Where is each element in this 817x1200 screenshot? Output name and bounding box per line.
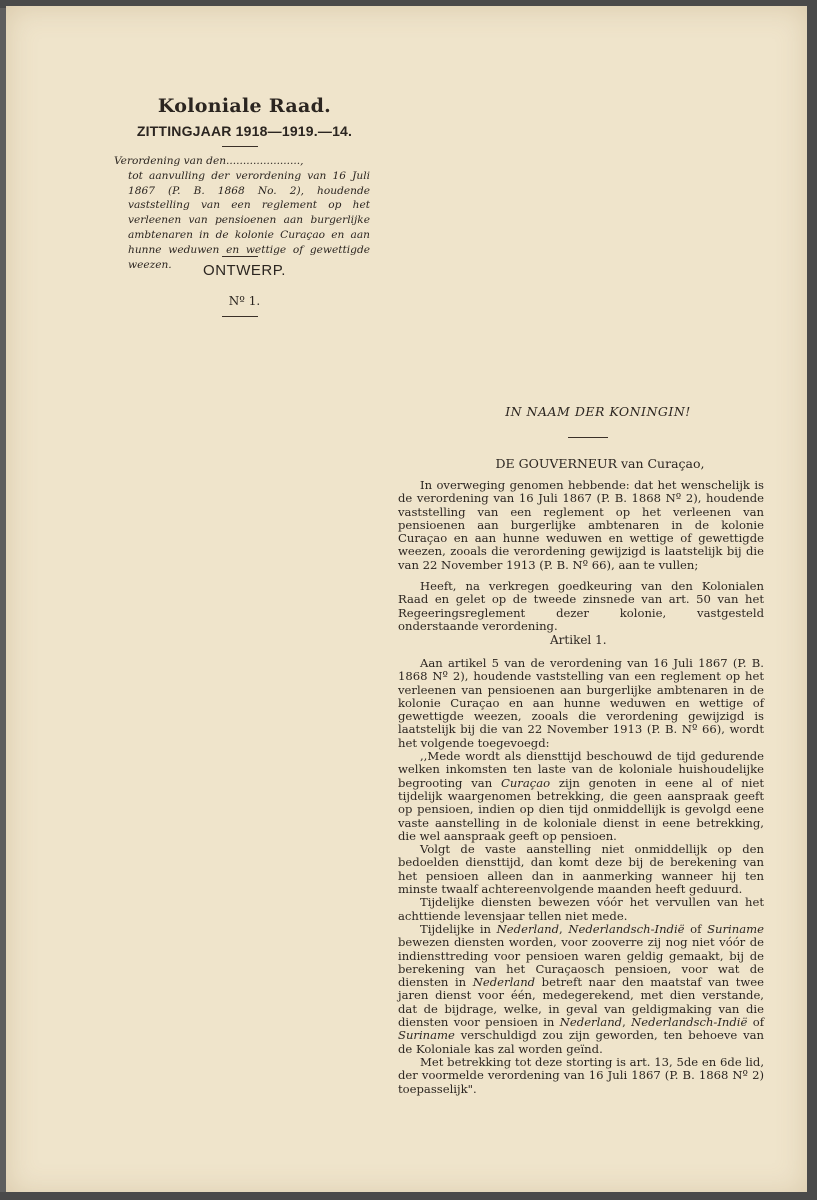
enactment-paragraph: Heeft, na verkregen goedkeuring van den Kolonialen Raad en gelet op de tweede zinsnede van art. 50 van het Regeeringsreglement dezer kolonie, vastgesteld onderstaande verordening. bbox=[398, 579, 764, 633]
article-paragraph: Aan artikel 5 van de verordening van 16 Juli 1867 (P. B. 1868 Nº 2), houdende vaststelling van een reglement op het verleenen van pensioenen aan burgerlijke ambtenaren in de kolonie Curaçao en aan hunne weduwen en wettige of gewettigde weezen, zooals die verordening gewijzigd is laatstelijk bij die van 22 November 1913 (P. B. Nº 66), wordt het volgende toegevoegd: bbox=[398, 656, 764, 750]
divider bbox=[222, 316, 258, 317]
invocation: IN NAAM DER KONINGIN! bbox=[505, 404, 691, 419]
text-run: zijn genoten in eene al of niet tijdelijk waargenomen betrekking, die geen aanspraak geeft op pensioen, indien op dien tijd onmiddellijk is gevolgd eene vaste aanstelling in de koloniale dienst in eene betrekking, die wel aanspraak geeft op pensioen. bbox=[398, 775, 764, 843]
text-run: of bbox=[747, 1015, 765, 1030]
text-run: betreft naar den maatstaf van twee jaren dienst voor één, medegerekend, met dien verstande, dat de bijdrage, welke, in geval van geldigmaking van die diensten voor pensioen in bbox=[398, 975, 764, 1030]
article-body bbox=[398, 657, 764, 1096]
text-run: Nederland bbox=[472, 975, 536, 990]
governor-heading: DE GOUVERNEUR van Curaçao, bbox=[495, 456, 705, 471]
divider bbox=[568, 437, 608, 438]
divider bbox=[222, 146, 258, 147]
text-run: Suriname bbox=[707, 921, 764, 936]
preamble-paragraph: In overweging genomen hebbende: dat het wenschelijk is de verordening van 16 Juli 1867 (P. B. 1868 Nº 2), houdende vaststelling van een reglement op het verleenen van pensioenen aan burgerlijke ambtenaren in de kolonie Curaçao en aan hunne weduwen en wettige of gewettigde weezen, zooals die verordening gewijzigd is laatstelijk bij die van 22 November 1913 (P. B. Nº 66), aan te vullen; bbox=[398, 478, 764, 572]
text-run: Tijdelijke in bbox=[420, 921, 497, 936]
text-run: ,,Mede wordt als diensttijd beschouwd de tijd gedurende welken inkomsten ten laste van de koloniale huishoudelijke begrooting van bbox=[398, 749, 764, 790]
scan-edge-bottom bbox=[0, 1192, 817, 1200]
article-paragraph: Volgt de vaste aanstelling niet onmiddellijk op den bedoelden diensttijd, dan komt deze bij de berekening van het pensioen alleen dan in aanmerking wanneer hij ten minste twaalf achtereenvolgende maanden heeft geduurd. bbox=[398, 842, 764, 897]
text-run: verschuldigd zou zijn geworden, ten behoeve van de Koloniale kas zal worden geïnd. bbox=[398, 1028, 764, 1056]
text-run: Nederland bbox=[559, 1015, 623, 1030]
text-run: of bbox=[684, 921, 708, 936]
text-run: bewezen diensten worden, voor zooverre zij nog niet vóór de indiensttreding voor pensioen waren geldig gemaakt, bij de berekening van het Curaçaosch pensioen, voor wat de diensten in bbox=[398, 935, 764, 990]
article-paragraph: Met betrekking tot deze storting is art. 13, 5de en 6de lid, der voormelde verordening van 16 Juli 1867 (P. B. 1868 Nº 2) toepasselijk". bbox=[398, 1054, 764, 1096]
draft-number: Nº 1. bbox=[228, 294, 261, 308]
description-line1: Verordening van den......................, bbox=[114, 155, 304, 167]
enactment bbox=[398, 580, 764, 633]
text-run: Nederland bbox=[496, 921, 559, 936]
draft-label: ONTWERP. bbox=[203, 262, 286, 279]
text-run: Curaçao bbox=[500, 775, 551, 790]
text-run: , bbox=[559, 921, 569, 936]
council-title: Koloniale Raad. bbox=[157, 95, 332, 117]
text-run: Nederlandsch-Indië bbox=[568, 921, 685, 936]
text-run: Suriname bbox=[398, 1028, 455, 1043]
text-run: , bbox=[622, 1015, 632, 1030]
session-year: ZITTINGJAAR 1918—1919.—14. bbox=[136, 123, 353, 139]
article-paragraph bbox=[398, 750, 764, 843]
scan-edge-right bbox=[807, 0, 817, 1200]
article-heading: Artikel 1. bbox=[550, 633, 607, 647]
ordinance-description bbox=[114, 154, 370, 272]
article-paragraph bbox=[398, 923, 764, 1056]
preamble bbox=[398, 479, 764, 572]
article-paragraph: Tijdelijke diensten bewezen vóór het vervullen van het achttiende levensjaar tellen niet mede. bbox=[398, 895, 764, 923]
description-rest: tot aanvulling der verordening van 16 Juli 1867 (P. B. 1868 No. 2), houdende vaststelling van een reglement op het verleenen van pensioenen aan burgerlijke ambtenaren in de kolonie Curaçao en aan hunne weduwen en wettige of gewettigde weezen. bbox=[128, 169, 370, 271]
text-run: Nederlandsch-Indië bbox=[631, 1015, 748, 1030]
divider bbox=[222, 256, 258, 257]
